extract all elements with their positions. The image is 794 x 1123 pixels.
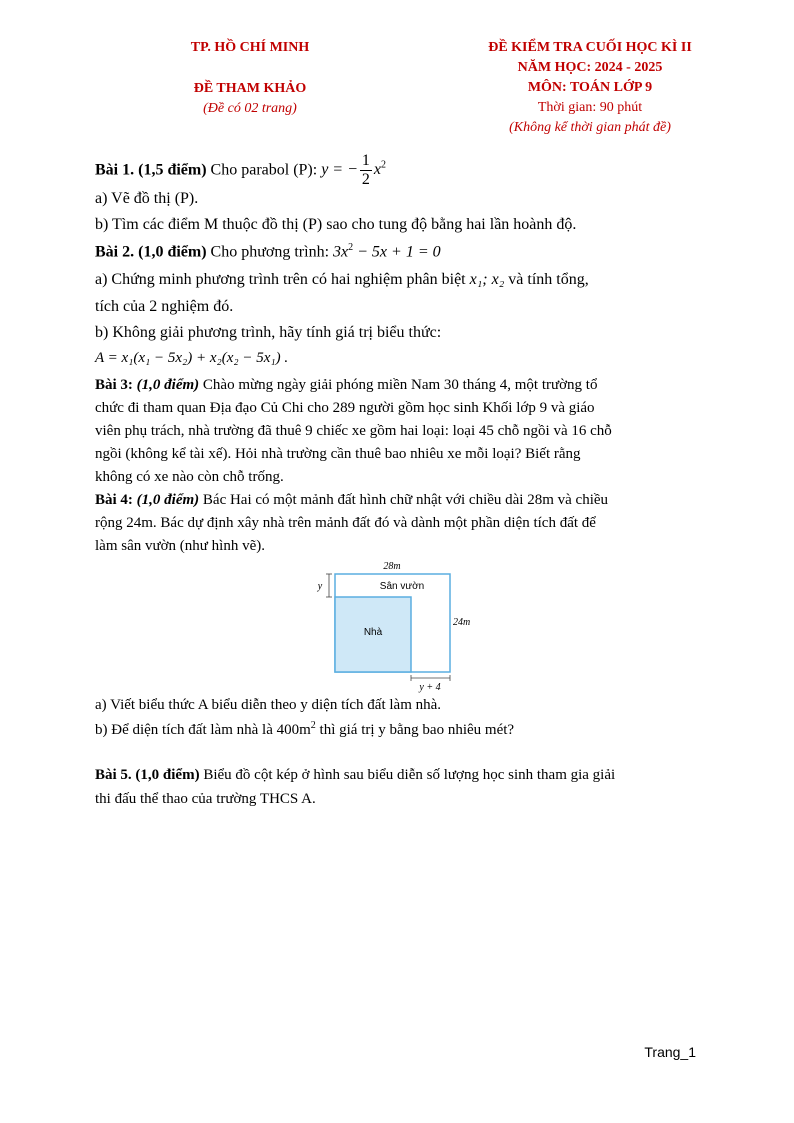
bai4-b-exp: 2 (310, 720, 316, 731)
bai1-equation (321, 152, 387, 189)
bai1-title: Bài 1. (1,5 điểm) (95, 161, 207, 179)
bai3-points: (1,0 điểm) (132, 377, 200, 393)
header-pages: (Đề có 02 trang) (203, 101, 297, 116)
header-time: Thời gian: 90 phút (537, 100, 643, 115)
bai2-a1-text: a) Chứng minh phương trình trên có hai nghiệm phân biệt (95, 271, 470, 288)
bai5-title: Bài 5. (1,0 điểm) (95, 767, 200, 783)
top-dimension-label: 28m (383, 561, 401, 572)
bai2-intro: Cho phương trình: (206, 243, 334, 261)
bai1-fraction (360, 152, 372, 189)
bai3-line-4: không có xe nào còn chỗ trống. (95, 469, 284, 485)
bottom-dimension-label: y + 4 (419, 682, 441, 693)
bai3-line-1: chức đi tham quan Địa đạo Củ Chi cho 289 người gồm học sinh Khối lớp 9 và giáo (95, 400, 595, 416)
bai4-line-2: làm sân vườn (như hình vẽ). (95, 538, 265, 554)
bai1-eq-rhs: x (373, 161, 382, 179)
header-subject: MÔN: TOÁN LỚP 9 (527, 80, 653, 95)
bai1-frac-den: 2 (361, 171, 370, 189)
header-doc-type: ĐỀ THAM KHẢO (193, 81, 307, 96)
bai1-frac-num: 1 (361, 152, 370, 170)
bai1-heading (95, 148, 386, 188)
bai2-a2: tích của 2 nghiệm đó. (95, 298, 234, 315)
bai3-line-0 (95, 377, 597, 394)
bai2-expr: A = x₁(x₁ − 5x₂) + x₂(x₂ − 5x₁) . (95, 350, 289, 366)
bai4-title: Bài 4: (95, 492, 133, 508)
bai2-roots: x₁; x₂ (469, 271, 505, 288)
bai4-b-post: thì giá trị y bằng bao nhiêu mét? (315, 722, 515, 738)
bai1-exp: 2 (381, 160, 387, 171)
header-right (470, 38, 710, 138)
bai2-heading (95, 242, 441, 261)
bai2-a1-end: và tính tổng, (504, 271, 589, 288)
bai4-b (95, 720, 514, 739)
bai4-text-0: Bác Hai có một mảnh đất hình chữ nhật với chiều dài 28m và chiều (199, 492, 609, 508)
bai4-line-1: rộng 24m. Bác dự định xây nhà trên mảnh đất đó và dành một phần diện tích đất để (95, 515, 596, 531)
bai1-a: a) Vẽ đồ thị (P). (95, 190, 199, 207)
bai3-text-0: Chào mừng ngày giải phóng miền Nam 30 tháng 4, một trường tổ (199, 377, 598, 393)
bai3-line-3: ngồi (không kể tài xế). Hỏi nhà trường cần thuê bao nhiêu xe mỗi loại? Biết rằng (95, 446, 581, 462)
page-number: Trang_1 (644, 1044, 696, 1060)
bai2-eq-exp: 2 (348, 242, 354, 253)
bai5-text-0: Biểu đồ cột kép ở hình sau biểu diễn số lượng học sinh tham gia giải (199, 767, 616, 783)
bai4-b-pre: b) Để diện tích đất làm nhà là 400m (95, 722, 311, 738)
bai5-line-1: thi đấu thể thao của trường THCS A. (95, 791, 316, 807)
house-label: Nhà (363, 627, 383, 638)
garden-label: Sân vườn (379, 581, 425, 592)
bai3-title: Bài 3: (95, 377, 133, 393)
right-dimension-label: 24m (453, 617, 471, 628)
bai3-line-2: viên phụ trách, nhà trường đã thuê 9 chiếc xe gồm hai loại: loại 45 chỗ ngồi và 16 chỗ (95, 423, 612, 439)
bai4-points: (1,0 điểm) (132, 492, 200, 508)
header-exam: ĐỀ KIỂM TRA CUỐI HỌC KÌ II (488, 40, 692, 55)
header-left (150, 38, 350, 119)
bai1-intro: Cho parabol (P): (206, 161, 322, 179)
bai2-eq-b: − 5x + 1 = 0 (353, 243, 441, 261)
bai5-line-0 (95, 767, 615, 784)
bai2-title: Bài 2. (1,0 điểm) (95, 243, 207, 261)
left-dimension-label: y (317, 581, 323, 592)
bai4-line-0 (95, 492, 608, 509)
bai2-b: b) Không giải phương trình, hãy tính giá trị biểu thức: (95, 324, 442, 341)
header-year: NĂM HỌC: 2024 - 2025 (517, 60, 663, 75)
bai2-a1 (95, 271, 589, 289)
bai4-a: a) Viết biểu thức A biểu diễn theo y diện tích đất làm nhà. (95, 697, 442, 713)
header-note: (Không kể thời gian phát đề) (509, 120, 671, 135)
land-diagram (300, 556, 480, 694)
bai2-eq-a: 3x (333, 243, 349, 261)
header-city: TP. HỒ CHÍ MINH (190, 40, 310, 55)
bai1-eq-lhs: y = − (321, 161, 358, 179)
bai1-b: b) Tìm các điểm M thuộc đồ thị (P) sao cho tung độ bằng hai lần hoành độ. (95, 216, 577, 233)
